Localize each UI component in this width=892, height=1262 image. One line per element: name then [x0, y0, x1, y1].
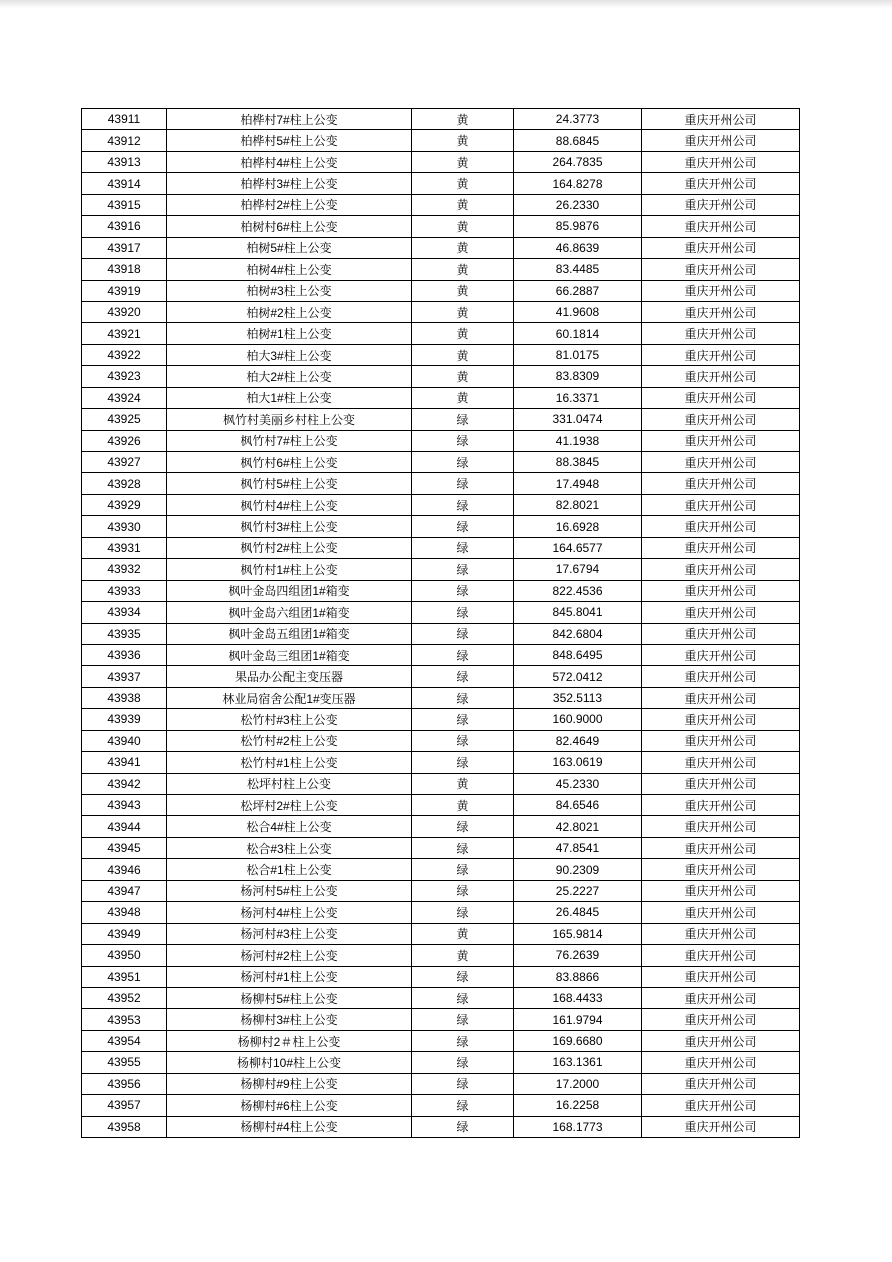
table-row	[82, 323, 800, 344]
cell-name: 松竹村#1柱上公变	[167, 752, 412, 773]
cell-id: 43916	[82, 216, 167, 237]
table-row	[82, 151, 800, 172]
table-row	[82, 109, 800, 130]
cell-company: 重庆开州公司	[642, 1073, 800, 1094]
cell-name: 杨河村#3柱上公变	[167, 923, 412, 944]
cell-status: 绿	[412, 516, 514, 537]
cell-name: 柏大3#柱上公变	[167, 344, 412, 365]
table-row	[82, 1052, 800, 1073]
page-top-shade	[0, 0, 892, 8]
cell-company: 重庆开州公司	[642, 409, 800, 430]
cell-value: 572.0412	[514, 666, 642, 687]
cell-value: 88.6845	[514, 130, 642, 151]
cell-value: 164.8278	[514, 173, 642, 194]
cell-name: 枫竹村6#柱上公变	[167, 452, 412, 473]
cell-status: 黄	[412, 387, 514, 408]
cell-company: 重庆开州公司	[642, 880, 800, 901]
cell-value: 83.8309	[514, 366, 642, 387]
cell-id: 43930	[82, 516, 167, 537]
cell-company: 重庆开州公司	[642, 237, 800, 258]
cell-id: 43937	[82, 666, 167, 687]
cell-name: 枫竹村美丽乡村柱上公变	[167, 409, 412, 430]
cell-company: 重庆开州公司	[642, 730, 800, 751]
cell-value: 83.8866	[514, 966, 642, 987]
cell-company: 重庆开州公司	[642, 795, 800, 816]
cell-name: 杨柳村#6柱上公变	[167, 1095, 412, 1116]
cell-status: 绿	[412, 837, 514, 858]
cell-status: 黄	[412, 237, 514, 258]
table-row	[82, 301, 800, 322]
table-row	[82, 666, 800, 687]
table-row	[82, 1095, 800, 1116]
cell-company: 重庆开州公司	[642, 687, 800, 708]
table-row	[82, 837, 800, 858]
cell-id: 43957	[82, 1095, 167, 1116]
cell-value: 161.9794	[514, 1009, 642, 1030]
cell-name: 杨柳村#9柱上公变	[167, 1073, 412, 1094]
cell-status: 绿	[412, 602, 514, 623]
cell-company: 重庆开州公司	[642, 344, 800, 365]
cell-id: 43919	[82, 280, 167, 301]
cell-name: 柏桦村2#柱上公变	[167, 194, 412, 215]
cell-status: 黄	[412, 216, 514, 237]
table-row	[82, 173, 800, 194]
table-row	[82, 730, 800, 751]
cell-id: 43956	[82, 1073, 167, 1094]
table-row	[82, 216, 800, 237]
cell-company: 重庆开州公司	[642, 387, 800, 408]
table-row	[82, 430, 800, 451]
cell-company: 重庆开州公司	[642, 494, 800, 515]
cell-status: 黄	[412, 130, 514, 151]
cell-name: 柏树4#柱上公变	[167, 259, 412, 280]
cell-name: 杨河村#2柱上公变	[167, 945, 412, 966]
cell-status: 黄	[412, 280, 514, 301]
cell-id: 43918	[82, 259, 167, 280]
cell-name: 松合4#柱上公变	[167, 816, 412, 837]
cell-id: 43912	[82, 130, 167, 151]
cell-company: 重庆开州公司	[642, 859, 800, 880]
cell-company: 重庆开州公司	[642, 109, 800, 130]
cell-name: 松竹村#3柱上公变	[167, 709, 412, 730]
cell-name: 柏树#1柱上公变	[167, 323, 412, 344]
cell-id: 43954	[82, 1030, 167, 1051]
cell-name: 杨河村5#柱上公变	[167, 880, 412, 901]
table-row	[82, 259, 800, 280]
cell-value: 822.4536	[514, 580, 642, 601]
cell-status: 绿	[412, 1073, 514, 1094]
cell-company: 重庆开州公司	[642, 945, 800, 966]
cell-value: 16.6928	[514, 516, 642, 537]
cell-company: 重庆开州公司	[642, 1009, 800, 1030]
cell-status: 绿	[412, 730, 514, 751]
cell-id: 43944	[82, 816, 167, 837]
cell-id: 43922	[82, 344, 167, 365]
cell-company: 重庆开州公司	[642, 452, 800, 473]
cell-company: 重庆开州公司	[642, 1030, 800, 1051]
cell-value: 165.9814	[514, 923, 642, 944]
cell-id: 43921	[82, 323, 167, 344]
table-row	[82, 366, 800, 387]
cell-status: 绿	[412, 987, 514, 1008]
table-row	[82, 795, 800, 816]
cell-company: 重庆开州公司	[642, 173, 800, 194]
cell-id: 43920	[82, 301, 167, 322]
table-row	[82, 387, 800, 408]
cell-company: 重庆开州公司	[642, 644, 800, 665]
cell-name: 杨柳村2＃柱上公变	[167, 1030, 412, 1051]
cell-company: 重庆开州公司	[642, 280, 800, 301]
cell-status: 黄	[412, 344, 514, 365]
cell-value: 41.1938	[514, 430, 642, 451]
cell-value: 845.8041	[514, 602, 642, 623]
cell-name: 松坪村柱上公变	[167, 773, 412, 794]
cell-company: 重庆开州公司	[642, 516, 800, 537]
cell-name: 松合#1柱上公变	[167, 859, 412, 880]
table-row	[82, 773, 800, 794]
cell-value: 17.6794	[514, 559, 642, 580]
cell-value: 16.2258	[514, 1095, 642, 1116]
table-row	[82, 280, 800, 301]
cell-status: 黄	[412, 945, 514, 966]
cell-name: 枫叶金岛四组团1#箱变	[167, 580, 412, 601]
table-row	[82, 409, 800, 430]
cell-value: 83.4485	[514, 259, 642, 280]
cell-id: 43939	[82, 709, 167, 730]
cell-id: 43943	[82, 795, 167, 816]
cell-value: 163.1361	[514, 1052, 642, 1073]
cell-name: 果品办公配主变压器	[167, 666, 412, 687]
cell-name: 柏大1#柱上公变	[167, 387, 412, 408]
table-row	[82, 644, 800, 665]
cell-company: 重庆开州公司	[642, 923, 800, 944]
cell-name: 枫叶金岛六组团1#箱变	[167, 602, 412, 623]
cell-status: 绿	[412, 559, 514, 580]
cell-id: 43925	[82, 409, 167, 430]
cell-value: 26.4845	[514, 902, 642, 923]
table-row	[82, 516, 800, 537]
cell-status: 黄	[412, 173, 514, 194]
cell-status: 绿	[412, 1095, 514, 1116]
cell-company: 重庆开州公司	[642, 709, 800, 730]
cell-name: 柏树#2柱上公变	[167, 301, 412, 322]
cell-status: 绿	[412, 966, 514, 987]
cell-status: 绿	[412, 880, 514, 901]
cell-name: 枫叶金岛三组团1#箱变	[167, 644, 412, 665]
table-row	[82, 1073, 800, 1094]
cell-company: 重庆开州公司	[642, 966, 800, 987]
cell-value: 168.1773	[514, 1116, 642, 1137]
cell-company: 重庆开州公司	[642, 837, 800, 858]
cell-status: 绿	[412, 473, 514, 494]
cell-name: 柏树5#柱上公变	[167, 237, 412, 258]
table-row	[82, 494, 800, 515]
table-row	[82, 1009, 800, 1030]
cell-value: 26.2330	[514, 194, 642, 215]
cell-name: 松合#3柱上公变	[167, 837, 412, 858]
cell-value: 17.4948	[514, 473, 642, 494]
table-row	[82, 237, 800, 258]
cell-status: 黄	[412, 795, 514, 816]
cell-name: 杨柳村5#柱上公变	[167, 987, 412, 1008]
cell-id: 43934	[82, 602, 167, 623]
table-row	[82, 602, 800, 623]
cell-company: 重庆开州公司	[642, 816, 800, 837]
cell-value: 842.6804	[514, 623, 642, 644]
table-row	[82, 130, 800, 151]
cell-name: 枫竹村4#柱上公变	[167, 494, 412, 515]
transformer-table	[81, 108, 800, 1138]
cell-value: 88.3845	[514, 452, 642, 473]
table-row	[82, 752, 800, 773]
cell-value: 25.2227	[514, 880, 642, 901]
cell-status: 绿	[412, 687, 514, 708]
cell-name: 柏大2#柱上公变	[167, 366, 412, 387]
cell-value: 160.9000	[514, 709, 642, 730]
table-row	[82, 880, 800, 901]
cell-value: 163.0619	[514, 752, 642, 773]
cell-name: 柏树村6#柱上公变	[167, 216, 412, 237]
cell-company: 重庆开州公司	[642, 1095, 800, 1116]
table-row	[82, 923, 800, 944]
table-row	[82, 559, 800, 580]
table-row	[82, 966, 800, 987]
cell-company: 重庆开州公司	[642, 323, 800, 344]
cell-company: 重庆开州公司	[642, 259, 800, 280]
cell-status: 黄	[412, 109, 514, 130]
cell-id: 43915	[82, 194, 167, 215]
cell-company: 重庆开州公司	[642, 1116, 800, 1137]
cell-name: 杨柳村3#柱上公变	[167, 1009, 412, 1030]
cell-id: 43931	[82, 537, 167, 558]
cell-value: 16.3371	[514, 387, 642, 408]
cell-id: 43911	[82, 109, 167, 130]
cell-company: 重庆开州公司	[642, 987, 800, 1008]
table-row	[82, 194, 800, 215]
cell-name: 枫竹村3#柱上公变	[167, 516, 412, 537]
cell-status: 绿	[412, 494, 514, 515]
cell-name: 枫叶金岛五组团1#箱变	[167, 623, 412, 644]
cell-company: 重庆开州公司	[642, 602, 800, 623]
cell-company: 重庆开州公司	[642, 559, 800, 580]
cell-name: 柏桦村4#柱上公变	[167, 151, 412, 172]
table-row	[82, 902, 800, 923]
cell-value: 41.9608	[514, 301, 642, 322]
cell-status: 黄	[412, 323, 514, 344]
cell-id: 43932	[82, 559, 167, 580]
cell-name: 枫竹村1#柱上公变	[167, 559, 412, 580]
cell-status: 黄	[412, 773, 514, 794]
cell-status: 黄	[412, 366, 514, 387]
cell-id: 43923	[82, 366, 167, 387]
cell-id: 43941	[82, 752, 167, 773]
cell-name: 松竹村#2柱上公变	[167, 730, 412, 751]
cell-status: 绿	[412, 752, 514, 773]
cell-id: 43938	[82, 687, 167, 708]
cell-value: 66.2887	[514, 280, 642, 301]
cell-value: 90.2309	[514, 859, 642, 880]
cell-id: 43926	[82, 430, 167, 451]
cell-value: 848.6495	[514, 644, 642, 665]
table-row	[82, 623, 800, 644]
cell-status: 绿	[412, 859, 514, 880]
cell-name: 枫竹村7#柱上公变	[167, 430, 412, 451]
cell-value: 352.5113	[514, 687, 642, 708]
cell-value: 24.3773	[514, 109, 642, 130]
cell-value: 82.8021	[514, 494, 642, 515]
cell-status: 绿	[412, 902, 514, 923]
cell-name: 杨柳村#4柱上公变	[167, 1116, 412, 1137]
cell-value: 331.0474	[514, 409, 642, 430]
cell-name: 杨河村#1柱上公变	[167, 966, 412, 987]
table-row	[82, 709, 800, 730]
cell-id: 43927	[82, 452, 167, 473]
cell-id: 43936	[82, 644, 167, 665]
cell-id: 43955	[82, 1052, 167, 1073]
cell-company: 重庆开州公司	[642, 580, 800, 601]
cell-id: 43949	[82, 923, 167, 944]
cell-status: 绿	[412, 409, 514, 430]
cell-id: 43948	[82, 902, 167, 923]
cell-company: 重庆开州公司	[642, 1052, 800, 1073]
cell-id: 43950	[82, 945, 167, 966]
cell-id: 43924	[82, 387, 167, 408]
cell-value: 85.9876	[514, 216, 642, 237]
table-row	[82, 687, 800, 708]
cell-name: 柏桦村5#柱上公变	[167, 130, 412, 151]
table-row	[82, 859, 800, 880]
cell-id: 43940	[82, 730, 167, 751]
table-row	[82, 344, 800, 365]
table-row	[82, 537, 800, 558]
cell-name: 杨柳村10#柱上公变	[167, 1052, 412, 1073]
cell-value: 82.4649	[514, 730, 642, 751]
cell-value: 46.8639	[514, 237, 642, 258]
cell-id: 43917	[82, 237, 167, 258]
cell-status: 绿	[412, 1009, 514, 1030]
table-body	[82, 109, 800, 1138]
cell-status: 绿	[412, 580, 514, 601]
cell-name: 杨河村4#柱上公变	[167, 902, 412, 923]
cell-value: 17.2000	[514, 1073, 642, 1094]
cell-value: 168.4433	[514, 987, 642, 1008]
cell-value: 264.7835	[514, 151, 642, 172]
cell-id: 43929	[82, 494, 167, 515]
cell-value: 164.6577	[514, 537, 642, 558]
cell-id: 43928	[82, 473, 167, 494]
cell-name: 柏桦村7#柱上公变	[167, 109, 412, 130]
table-row	[82, 816, 800, 837]
cell-status: 绿	[412, 1052, 514, 1073]
cell-status: 黄	[412, 301, 514, 322]
cell-name: 枫竹村5#柱上公变	[167, 473, 412, 494]
table-row	[82, 945, 800, 966]
cell-status: 绿	[412, 1030, 514, 1051]
cell-company: 重庆开州公司	[642, 902, 800, 923]
cell-company: 重庆开州公司	[642, 301, 800, 322]
cell-name: 松坪村2#柱上公变	[167, 795, 412, 816]
cell-company: 重庆开州公司	[642, 194, 800, 215]
cell-name: 柏树#3柱上公变	[167, 280, 412, 301]
cell-status: 绿	[412, 623, 514, 644]
cell-company: 重庆开州公司	[642, 752, 800, 773]
cell-company: 重庆开州公司	[642, 130, 800, 151]
cell-value: 42.8021	[514, 816, 642, 837]
cell-company: 重庆开州公司	[642, 430, 800, 451]
cell-status: 绿	[412, 644, 514, 665]
cell-company: 重庆开州公司	[642, 366, 800, 387]
cell-status: 绿	[412, 666, 514, 687]
cell-name: 枫竹村2#柱上公变	[167, 537, 412, 558]
cell-company: 重庆开州公司	[642, 623, 800, 644]
cell-value: 47.8541	[514, 837, 642, 858]
cell-id: 43952	[82, 987, 167, 1008]
cell-value: 169.6680	[514, 1030, 642, 1051]
cell-company: 重庆开州公司	[642, 537, 800, 558]
cell-status: 绿	[412, 452, 514, 473]
cell-company: 重庆开州公司	[642, 666, 800, 687]
cell-value: 76.2639	[514, 945, 642, 966]
table-row	[82, 1116, 800, 1137]
cell-id: 43913	[82, 151, 167, 172]
cell-id: 43935	[82, 623, 167, 644]
cell-id: 43958	[82, 1116, 167, 1137]
cell-name: 柏桦村3#柱上公变	[167, 173, 412, 194]
cell-company: 重庆开州公司	[642, 216, 800, 237]
cell-status: 绿	[412, 1116, 514, 1137]
cell-company: 重庆开州公司	[642, 151, 800, 172]
table-row	[82, 452, 800, 473]
cell-value: 60.1814	[514, 323, 642, 344]
cell-id: 43946	[82, 859, 167, 880]
table-row	[82, 580, 800, 601]
cell-status: 绿	[412, 816, 514, 837]
cell-value: 81.0175	[514, 344, 642, 365]
cell-status: 黄	[412, 194, 514, 215]
cell-company: 重庆开州公司	[642, 473, 800, 494]
cell-id: 43945	[82, 837, 167, 858]
cell-id: 43951	[82, 966, 167, 987]
cell-status: 黄	[412, 151, 514, 172]
table-row	[82, 1030, 800, 1051]
cell-id: 43942	[82, 773, 167, 794]
cell-value: 84.6546	[514, 795, 642, 816]
cell-id: 43947	[82, 880, 167, 901]
cell-company: 重庆开州公司	[642, 773, 800, 794]
cell-status: 黄	[412, 259, 514, 280]
cell-id: 43933	[82, 580, 167, 601]
table-row	[82, 473, 800, 494]
cell-id: 43953	[82, 1009, 167, 1030]
cell-status: 绿	[412, 537, 514, 558]
cell-name: 林业局宿舍公配1#变压器	[167, 687, 412, 708]
cell-status: 绿	[412, 430, 514, 451]
cell-value: 45.2330	[514, 773, 642, 794]
cell-status: 绿	[412, 709, 514, 730]
cell-status: 黄	[412, 923, 514, 944]
table-row	[82, 987, 800, 1008]
cell-id: 43914	[82, 173, 167, 194]
